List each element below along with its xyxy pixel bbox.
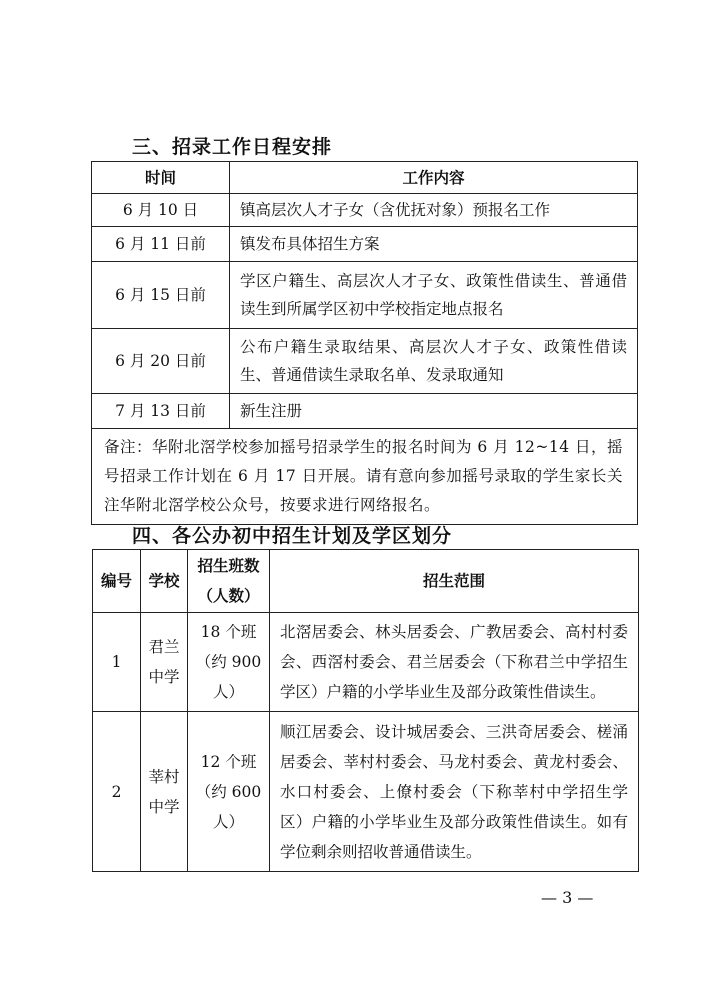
schedule-time: 6 月 20 日前 bbox=[92, 329, 230, 394]
enrollment-classes: 12 个班（约 600 人） bbox=[188, 712, 270, 872]
schedule-header-time: 时间 bbox=[92, 162, 230, 194]
schedule-content: 镇高层次人才子女（含优抚对象）预报名工作 bbox=[230, 194, 638, 227]
schedule-header-content: 工作内容 bbox=[230, 162, 638, 194]
enrollment-header-school: 学校 bbox=[141, 550, 188, 613]
enrollment-number: 2 bbox=[93, 712, 141, 872]
schedule-content: 镇发布具体招生方案 bbox=[230, 227, 638, 262]
enrollment-range: 北滘居委会、林头居委会、广教居委会、高村村委会、西滘村委会、君兰居委会（下称君兰中学招生学区）户籍的小学毕业生及部分政策性借读生。 bbox=[270, 613, 639, 712]
enrollment-header-classes: 招生班数（人数） bbox=[188, 550, 270, 613]
table-row bbox=[92, 329, 638, 394]
schedule-time: 6 月 11 日前 bbox=[92, 227, 230, 262]
table-row bbox=[93, 712, 639, 872]
schedule-note: 备注：华附北滘学校参加摇号招录学生的报名时间为 6 月 12~14 日，摇号招录工作计划在 6 月 17 日开展。请有意向参加摇号录取的学生家长关注华附北滘学校公众号，按要求进行网络报名。 bbox=[92, 429, 638, 525]
schedule-time: 7 月 13 日前 bbox=[92, 394, 230, 429]
table-row bbox=[92, 194, 638, 227]
enrollment-header-number: 编号 bbox=[93, 550, 141, 613]
page-number: — 3 — bbox=[541, 888, 594, 907]
table-row bbox=[92, 227, 638, 262]
table-row bbox=[92, 262, 638, 329]
enrollment-classes: 18 个班（约 900 人） bbox=[188, 613, 270, 712]
schedule-content: 公布户籍生录取结果、高层次人才子女、政策性借读生、普通借读生录取名单、发录取通知 bbox=[230, 329, 638, 394]
enrollment-range: 顺江居委会、设计城居委会、三洪奇居委会、槎涌居委会、莘村村委会、马龙村委会、黄龙村委会、水口村委会、上僚村委会（下称莘村中学招生学区）户籍的小学毕业生及部分政策性借读生。如有学位剩余则招收普通借读生。 bbox=[270, 712, 639, 872]
enrollment-table bbox=[92, 549, 639, 872]
enrollment-header-range: 招生范围 bbox=[270, 550, 639, 613]
section-3-title: 三、招录工作日程安排 bbox=[132, 136, 333, 158]
schedule-content: 新生注册 bbox=[230, 394, 638, 429]
table-row bbox=[93, 613, 639, 712]
enrollment-school: 君兰中学 bbox=[141, 613, 188, 712]
enrollment-number: 1 bbox=[93, 613, 141, 712]
table-row bbox=[92, 429, 638, 525]
section-4-title: 四、各公办初中招生计划及学区划分 bbox=[132, 525, 453, 547]
table-row bbox=[92, 394, 638, 429]
schedule-content: 学区户籍生、高层次人才子女、政策性借读生、普通借读生到所属学区初中学校指定地点报名 bbox=[230, 262, 638, 329]
schedule-time: 6 月 15 日前 bbox=[92, 262, 230, 329]
schedule-table bbox=[91, 161, 638, 525]
enrollment-school: 莘村中学 bbox=[141, 712, 188, 872]
schedule-time: 6 月 10 日 bbox=[92, 194, 230, 227]
